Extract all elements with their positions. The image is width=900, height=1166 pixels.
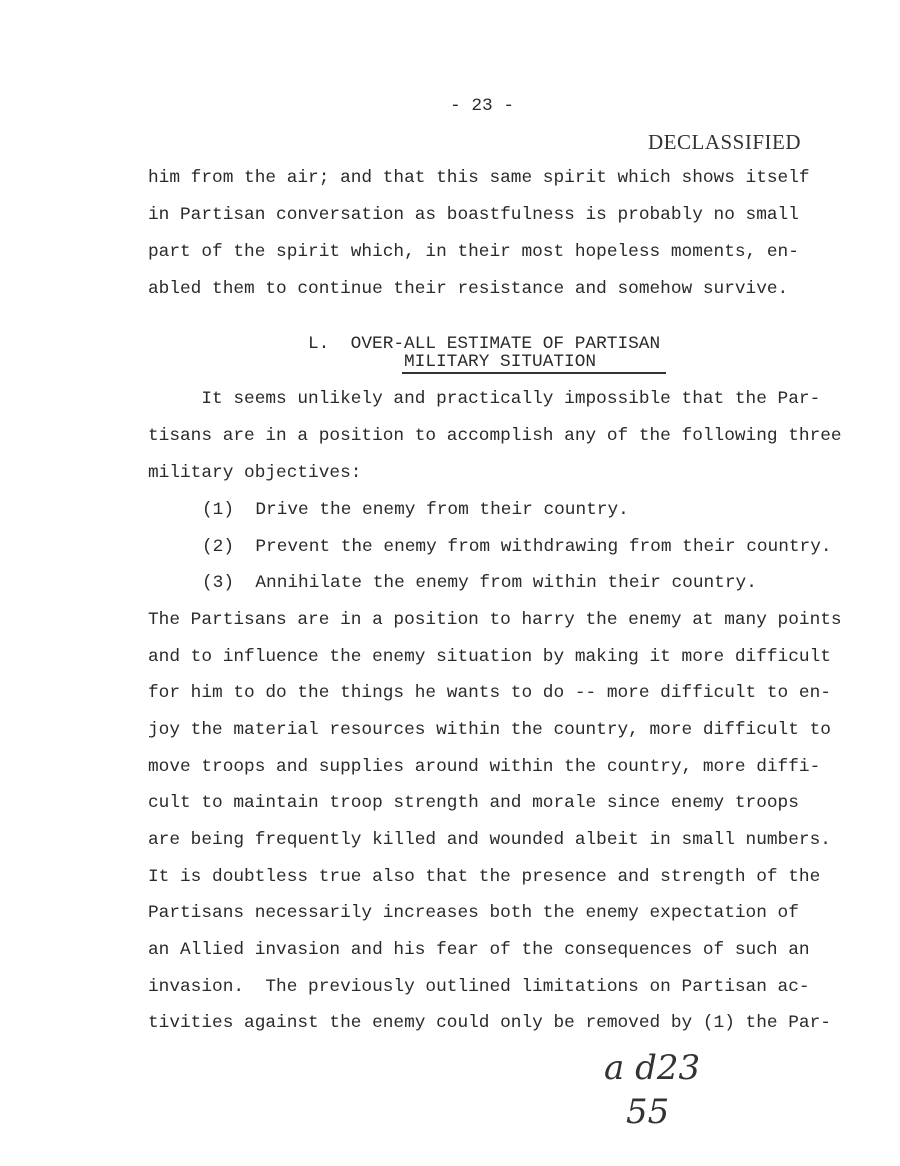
handwritten-page-count: 55 xyxy=(626,1092,670,1132)
text-line: him from the air; and that this same spirit which shows itself xyxy=(148,168,810,188)
text-line: Partisans necessarily increases both the enemy expectation of xyxy=(148,903,799,924)
text-line: The Partisans are in a position to harry the enemy at many points xyxy=(148,610,842,630)
text-line: tivities against the enemy could only be removed by (1) the Par- xyxy=(148,1013,831,1034)
text-line: tisans are in a position to accomplish any of the following three xyxy=(148,425,842,446)
text-line: move troops and supplies around within the country, more diffi- xyxy=(148,756,821,777)
section-heading-line1: L. OVER-ALL ESTIMATE OF PARTISAN xyxy=(308,334,661,354)
text-line: are being frequently killed and wounded albeit in small numbers. xyxy=(148,829,831,850)
text-line: cult to maintain troop strength and morale since enemy troops xyxy=(148,793,799,814)
text-line: part of the spirit which, in their most hopeless moments, en- xyxy=(148,241,799,262)
text-line: (3) Annihilate the enemy from within their country. xyxy=(202,573,757,594)
text-line: joy the material resources within the country, more difficult to xyxy=(148,719,831,740)
text-line: (2) Prevent the enemy from withdrawing from their country. xyxy=(202,536,832,557)
heading-underline xyxy=(402,372,666,374)
text-line: for him to do the things he wants to do -- more difficult to en- xyxy=(148,683,831,704)
text-line: abled them to continue their resistance and somehow survive. xyxy=(148,278,789,299)
text-line: in Partisan conversation as boastfulness is probably no small xyxy=(148,204,799,225)
text-line: and to influence the enemy situation by making it more difficult xyxy=(148,646,831,667)
text-line: It is doubtless true also that the presence and strength of the xyxy=(148,866,821,887)
text-line: an Allied invasion and his fear of the consequences of such an xyxy=(148,939,810,960)
handwritten-annotation: a d23 xyxy=(604,1048,701,1088)
text-line: (1) Drive the enemy from their country. xyxy=(202,500,629,520)
text-line: military objectives: xyxy=(148,462,362,483)
declassified-stamp: DECLASSIFIED xyxy=(648,130,802,154)
text-line: invasion. The previously outlined limitations on Partisan ac- xyxy=(148,976,810,997)
page-number: - 23 - xyxy=(450,96,515,116)
text-line: It seems unlikely and practically impossible that the Par- xyxy=(148,389,821,409)
section-heading-line2: MILITARY SITUATION xyxy=(404,352,597,372)
